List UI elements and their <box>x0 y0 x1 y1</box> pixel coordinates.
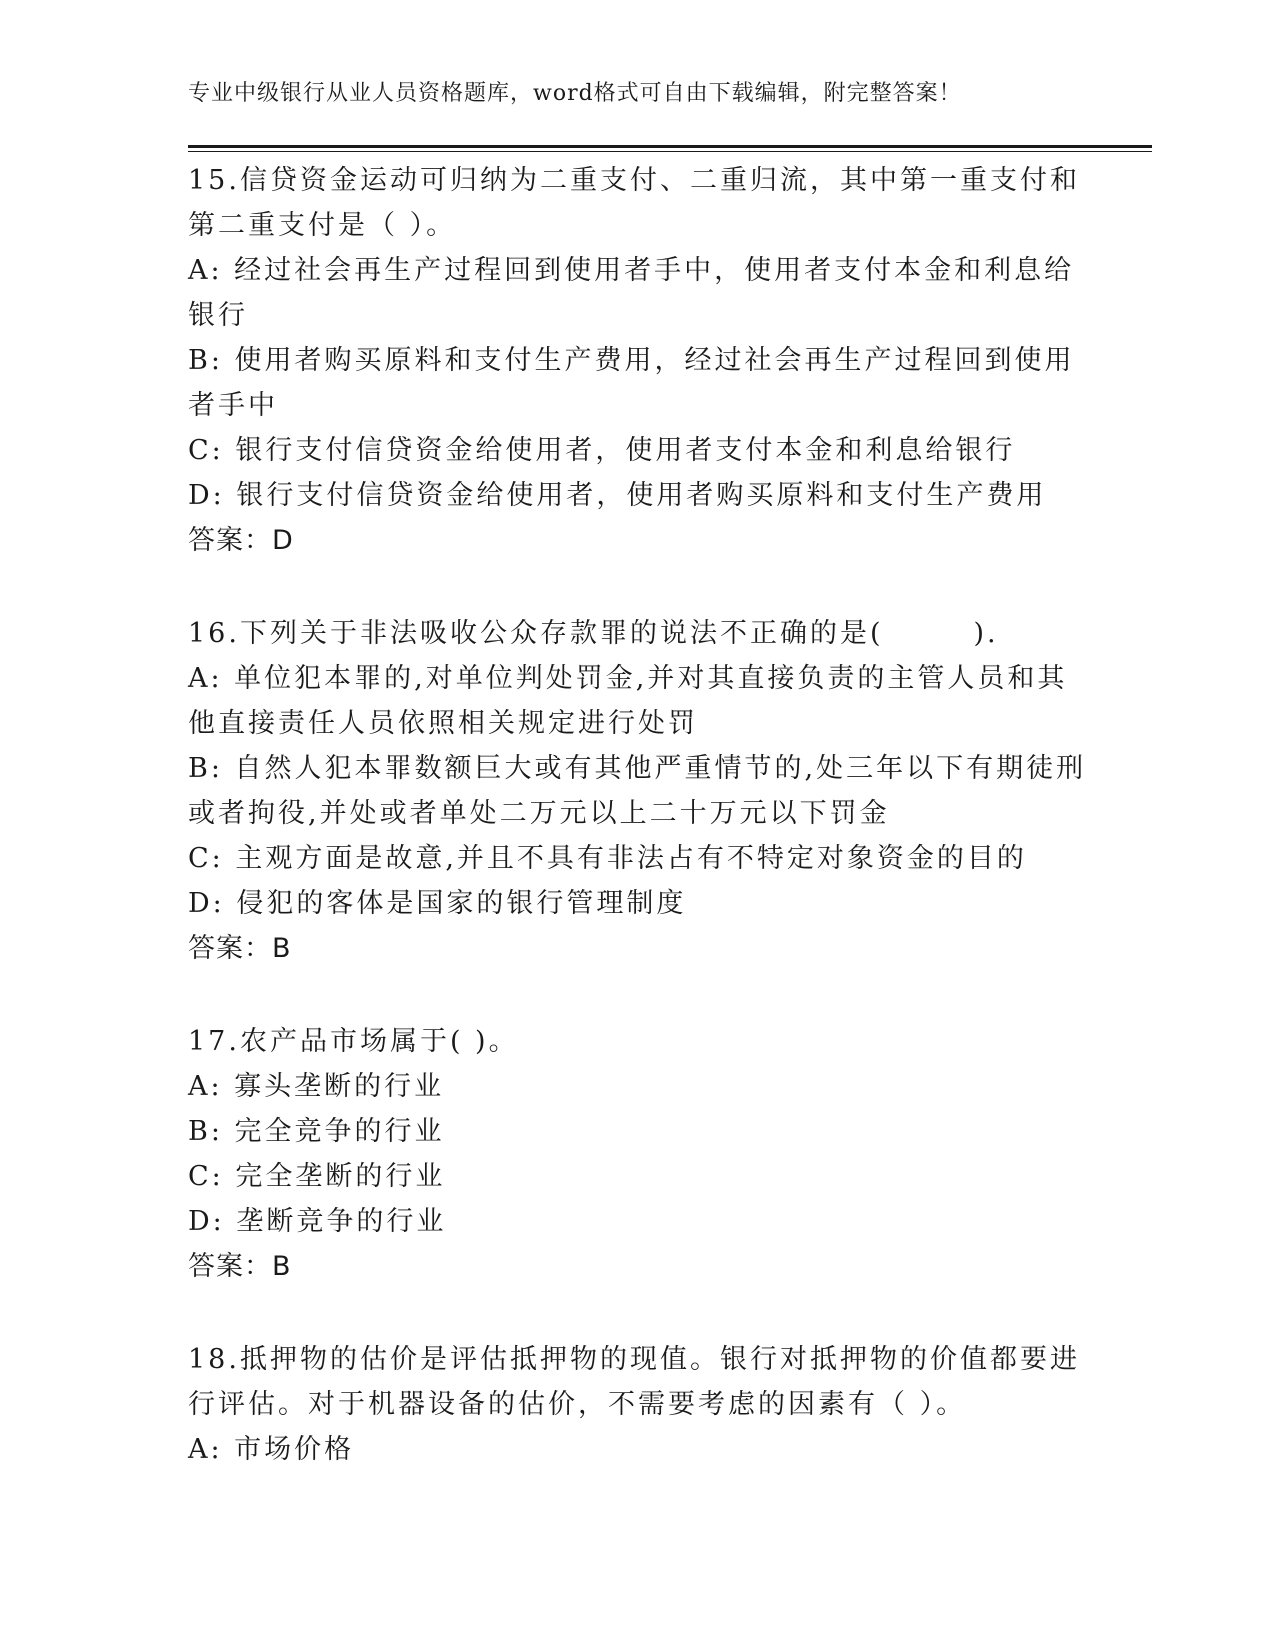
option-d: D: 侵犯的客体是国家的银行管理制度 <box>188 888 687 919</box>
question-16 <box>188 611 1088 971</box>
option-b: B: 使用者购买原料和支付生产费用，经过社会再生产过程回到使用者手中 <box>188 345 1075 421</box>
option-a: A: 单位犯本罪的,对单位判处罚金,并对其直接负责的主管人员和其他直接责任人员依照相关规定进行处罚 <box>188 663 1068 739</box>
question-list <box>188 158 1088 1520</box>
option-b: B: 完全竞争的行业 <box>188 1116 445 1147</box>
question-17 <box>188 1019 1088 1289</box>
question-15 <box>188 158 1088 563</box>
header-divider <box>188 145 1152 152</box>
option-c: C: 银行支付信贷资金给使用者，使用者支付本金和利息给银行 <box>188 435 1016 466</box>
option-d: D: 银行支付信贷资金给使用者，使用者购买原料和支付生产费用 <box>188 480 1047 511</box>
option-c: C: 完全垄断的行业 <box>188 1161 446 1192</box>
option-a: A: 市场价格 <box>188 1434 355 1465</box>
question-stem: 15.信贷资金运动可归纳为二重支付、二重归流，其中第一重支付和第二重支付是（ ）。 <box>188 165 1080 241</box>
page-header: 专业中级银行从业人员资格题库，word格式可自由下载编辑，附完整答案！ <box>188 81 962 106</box>
answer: 答案：B <box>188 933 292 964</box>
question-stem: 17.农产品市场属于( )。 <box>188 1026 519 1057</box>
option-b: B: 自然人犯本罪数额巨大或有其他严重情节的,处三年以下有期徒刑或者拘役,并处或者单处二万元以上二十万元以下罚金 <box>188 753 1087 829</box>
question-stem: 18.抵押物的估价是评估抵押物的现值。银行对抵押物的价值都要进行评估。对于机器设备的估价，不需要考虑的因素有（ ）。 <box>188 1344 1080 1420</box>
answer: 答案：B <box>188 1251 292 1282</box>
option-c: C: 主观方面是故意,并且不具有非法占有不特定对象资金的目的 <box>188 843 1027 874</box>
option-a: A: 经过社会再生产过程回到使用者手中，使用者支付本金和利息给银行 <box>188 255 1075 331</box>
option-d: D: 垄断竞争的行业 <box>188 1206 447 1237</box>
option-a: A: 寡头垄断的行业 <box>188 1071 445 1102</box>
question-18 <box>188 1337 1088 1472</box>
question-stem: 16.下列关于非法吸收公众存款罪的说法不正确的是( ). <box>188 618 999 649</box>
answer: 答案：D <box>188 525 294 556</box>
